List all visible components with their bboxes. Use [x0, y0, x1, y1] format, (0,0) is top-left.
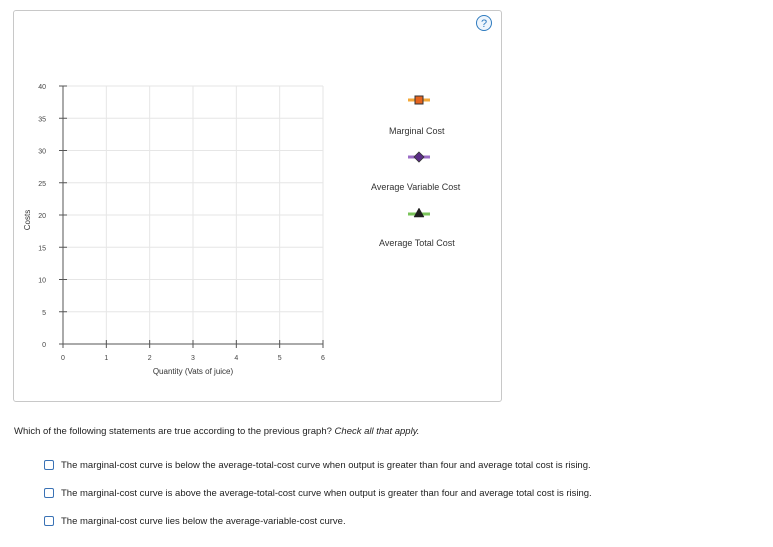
average-variable-cost-tool[interactable] — [407, 150, 431, 168]
x-tick-label: 2 — [147, 355, 152, 362]
marginal-cost-icon — [407, 94, 431, 106]
average-total-cost-tool[interactable] — [407, 206, 431, 224]
y-tick-label: 35 — [38, 116, 46, 124]
x-axis-label: Quantity (Vats of juice) — [152, 367, 234, 376]
average-variable-cost-label: Average Variable Cost — [371, 182, 461, 192]
option-3[interactable] — [44, 514, 346, 528]
marginal-cost-tool[interactable] — [407, 93, 431, 111]
option-1-label: The marginal-cost curve is below the average-total-cost curve when output is greater than four and average total cost is rising. — [61, 459, 591, 471]
y-tick-label: 30 — [38, 148, 46, 156]
x-tick-label: 4 — [234, 355, 239, 362]
average-total-cost-icon — [407, 207, 431, 219]
y-tick-label: 20 — [38, 213, 46, 220]
option-2-label: The marginal-cost curve is above the average-total-cost curve when output is greater than four and average total cost is rising. — [61, 487, 592, 499]
question-hint: Check all that apply. — [334, 426, 420, 437]
average-variable-cost-icon — [407, 151, 431, 163]
option-2-checkbox[interactable] — [44, 488, 54, 498]
option-3-label: The marginal-cost curve lies below the average-variable-cost curve. — [61, 515, 346, 527]
y-tick-label: 40 — [38, 84, 46, 91]
x-tick-label: 1 — [104, 355, 109, 362]
option-3-checkbox[interactable] — [44, 516, 54, 526]
option-2[interactable] — [44, 486, 592, 500]
x-tick-label: 0 — [61, 355, 65, 362]
option-1[interactable] — [44, 458, 591, 472]
y-tick-label: 0 — [42, 342, 46, 349]
marginal-cost-label: Marginal Cost — [389, 126, 445, 136]
y-tick-label: 5 — [42, 309, 46, 317]
average-total-cost-label: Average Total Cost — [379, 238, 455, 248]
question-prompt — [14, 426, 419, 437]
y-tick-label: 10 — [38, 277, 46, 285]
y-tick-label: 15 — [38, 245, 46, 253]
option-1-checkbox[interactable] — [44, 460, 54, 470]
x-tick-label: 3 — [191, 355, 195, 362]
question-text: Which of the following statements are true according to the previous graph? — [14, 426, 332, 437]
x-tick-label: 6 — [321, 355, 325, 362]
help-icon[interactable]: ? — [476, 15, 492, 31]
x-tick-label: 5 — [277, 355, 282, 362]
y-tick-label: 25 — [38, 180, 46, 188]
y-axis-label: Costs — [23, 209, 32, 231]
